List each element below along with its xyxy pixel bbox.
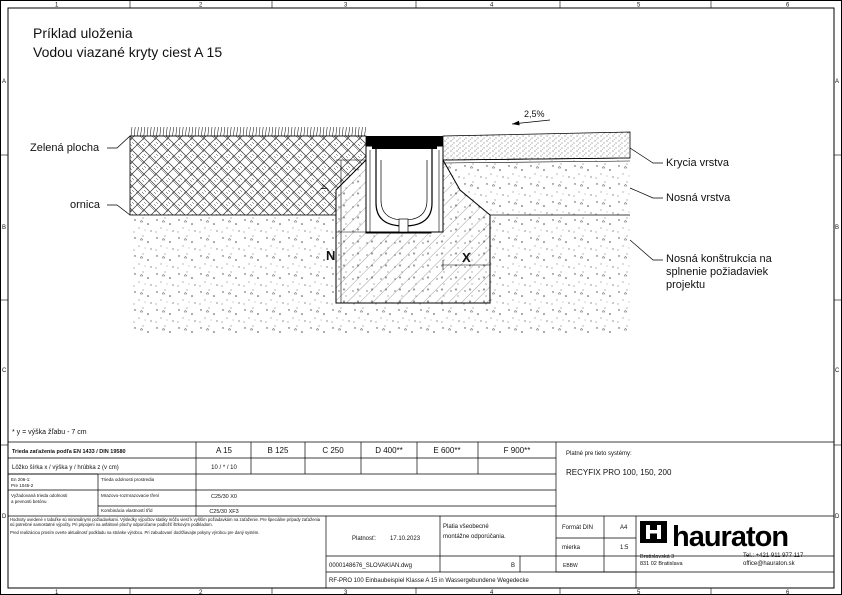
file-revision: B xyxy=(511,563,516,569)
company-address-2: 831 02 Bratislava xyxy=(640,561,683,567)
legal-notes xyxy=(10,517,324,569)
slope-label: 2,5% xyxy=(524,109,545,119)
row-marker-b-right: B xyxy=(835,225,840,231)
label-green-area: Zelená plocha xyxy=(30,142,100,154)
sub-row-2: Mrazovo-rozmrazovacie tření xyxy=(101,493,160,498)
bedding-dims-label: Lôžko šírka x / výška y / hrúbka z (v cm) xyxy=(12,465,119,471)
channel-grating xyxy=(366,136,443,146)
col-marker-3-bottom: 3 xyxy=(344,590,348,595)
cross-section xyxy=(130,109,630,333)
footnote: * y = výška žľabu - 7 cm xyxy=(12,429,87,436)
title-line-2: Vodou viazané kryty ciest A 15 xyxy=(33,44,223,60)
legal-text-1: Hodnoty uvedené v tabuľke sú minimálnymi požiadavkami. Výsledky výpočtov statiky môžu viesť k vyšším požiadavkám na zaťaženie. Pre špeciálne prípady zaťaženia sú potrebné samostatné výpočty. Pri pripojení na asfaltové plochy odporúčame podložiť štrkovým podkladom. xyxy=(10,517,321,528)
file-name: 0000148676_SLOVAKIAN.dwg xyxy=(329,563,412,569)
label-structure-3: projektu xyxy=(666,279,706,291)
topsoil-layer xyxy=(130,136,366,215)
load-class-header: Trieda zaťaženia podľa EN 1433 / DIN 19580 xyxy=(12,449,126,455)
label-structure-1: Nosná konštrukcia na xyxy=(666,253,772,265)
dimension-n: N xyxy=(326,248,336,263)
drawing-caption: RF-PRO 100 Einbaubeispiel Klasse A 15 in Wassergebundene Wegedecke xyxy=(329,578,529,584)
concrete-class-x0: C25/30 X0 xyxy=(211,494,237,500)
label-cover-layer: Krycia vrstva xyxy=(666,157,729,169)
label-structure-2: splnenie požiadaviek xyxy=(666,266,769,278)
systems-value: RECYFIX PRO 100, 150, 200 xyxy=(566,468,672,477)
col-marker-6-bottom: 6 xyxy=(786,590,790,595)
dimension-x: X xyxy=(462,250,471,265)
company-email: office@hauraton.sk xyxy=(743,561,795,567)
col-marker-5: 5 xyxy=(637,2,641,9)
format-value: A4 xyxy=(620,525,628,531)
norm-label-1: En 206-1: xyxy=(11,477,31,482)
row-marker-c: C xyxy=(2,368,7,374)
col-marker-4: 4 xyxy=(490,2,494,9)
title-line-1: Príklad uloženia xyxy=(33,25,133,41)
col-marker-1-bottom: 1 xyxy=(55,590,59,595)
norm-label-2: Pre 1045-2 xyxy=(11,483,34,488)
class-b125: B 125 xyxy=(267,446,289,455)
col-marker-4-bottom: 4 xyxy=(490,590,494,595)
row-marker-c-right: C xyxy=(835,368,840,374)
row-marker-b: B xyxy=(2,225,7,231)
class-a15: A 15 xyxy=(215,446,233,455)
col-marker-2: 2 xyxy=(199,2,203,9)
class-c250: C 250 xyxy=(322,446,344,455)
company-address-1: Bratislavská 3 xyxy=(640,554,675,560)
format-label: Formát DIN xyxy=(562,525,594,531)
row-marker-a: A xyxy=(2,79,7,85)
dimension-y: y xyxy=(317,182,331,193)
col-marker-2-bottom: 2 xyxy=(199,590,203,595)
validity-note-1: Platia všeobecné xyxy=(443,524,489,530)
concrete-label-1: Vyžadovaná trieda odolnosti xyxy=(11,493,68,498)
concrete-label-2: a pevnosti betónu xyxy=(11,499,47,504)
cover-layer xyxy=(443,132,630,160)
concrete-class-xf3: C25/30 XF3 xyxy=(209,509,239,515)
row-marker-d: D xyxy=(2,514,7,520)
col-marker-3: 3 xyxy=(344,2,348,9)
sub-row-3: Kombinácia vlastností tříd xyxy=(101,508,153,513)
scale-value: 1:5 xyxy=(620,545,629,551)
class-e600: E 600** xyxy=(433,446,461,455)
sub-row-1: Trieda odolnosti prostredia xyxy=(101,477,155,482)
label-topsoil: ornica xyxy=(70,199,100,211)
systems-label: Platné pre tieto systémy: xyxy=(566,451,632,457)
col-marker-6: 6 xyxy=(786,2,790,9)
hauraton-logo-icon xyxy=(640,521,667,543)
bedding-dims-value: 10 / * / 10 xyxy=(211,465,237,471)
file-code: EBBW xyxy=(563,563,578,569)
col-marker-5-bottom: 5 xyxy=(637,590,641,595)
validity-date: 17.10.2023 xyxy=(390,536,421,542)
class-d400: D 400** xyxy=(375,446,403,455)
validity-label: Platnosť: xyxy=(352,536,376,542)
company-phone: Tel.: +421 911 977 117 xyxy=(743,553,804,559)
label-base-layer: Nosná vrstva xyxy=(666,192,731,204)
validity-note-2: montážne odporúčania. xyxy=(443,534,506,540)
company-name: hauraton xyxy=(672,521,789,553)
row-marker-d-right: D xyxy=(835,514,840,520)
col-marker-1: 1 xyxy=(55,2,59,9)
class-f900: F 900** xyxy=(503,446,531,455)
legal-text-2: Pred realizáciou prosím overte aktuálnosť podkladu na stránke výrobcu. Pri zabudovaní dodržiavajte pokyny výrobcu pre daný systém. xyxy=(10,530,260,536)
row-marker-a-right: A xyxy=(835,79,840,85)
scale-label: mierka xyxy=(562,545,581,551)
